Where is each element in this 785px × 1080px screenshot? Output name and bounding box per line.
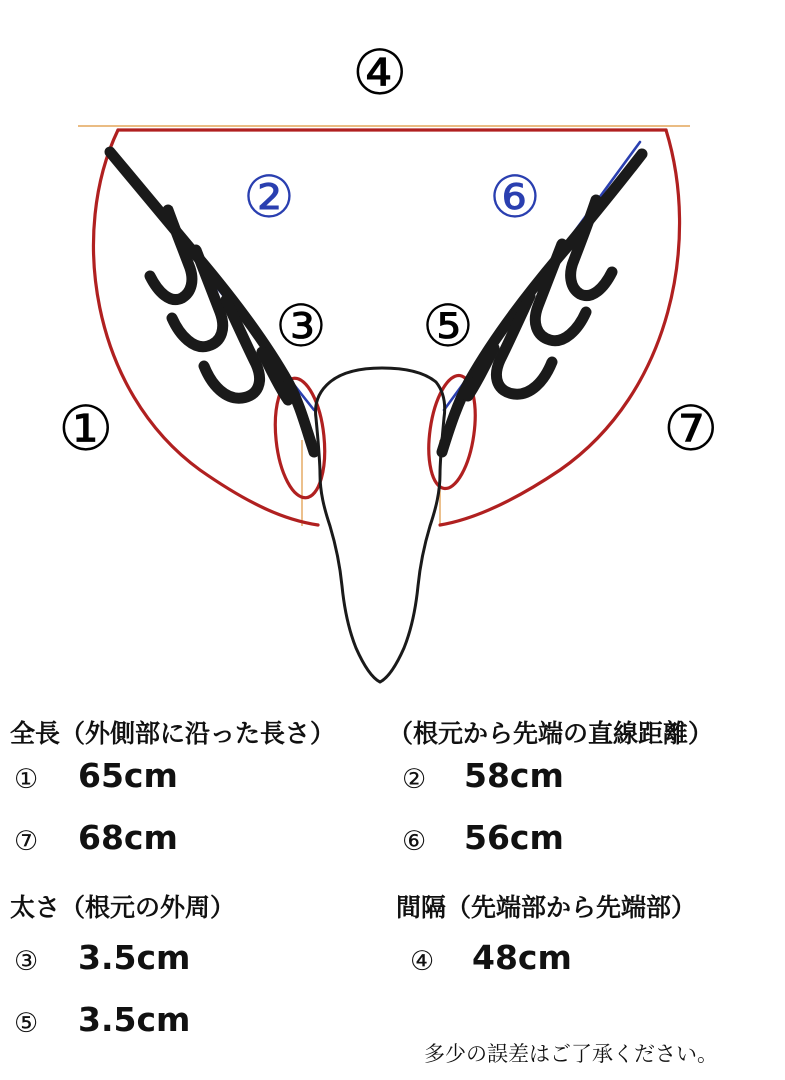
header-thickness: 太さ（根元の外周） bbox=[10, 893, 236, 922]
header-spacing: 間隔（先端部から先端部） bbox=[396, 893, 697, 922]
row-num-5: ⑤ bbox=[14, 1008, 39, 1039]
diagram-label-7: ⑦ bbox=[663, 392, 719, 465]
disclaimer-note: 多少の誤差はご了承ください。 bbox=[424, 1042, 718, 1066]
row-value-2: 58cm bbox=[464, 756, 564, 795]
header-total-length: 全長（外側部に沿った長さ） bbox=[10, 719, 336, 748]
diagram-label-6: ⑥ bbox=[489, 163, 541, 231]
row-num-1: ① bbox=[14, 764, 39, 795]
measurement-table bbox=[0, 698, 785, 1080]
row-value-3: 3.5cm bbox=[78, 938, 191, 977]
skull-outline bbox=[316, 368, 445, 682]
row-num-2: ② bbox=[402, 764, 427, 795]
header-straight-distance: （根元から先端の直線距離） bbox=[388, 719, 714, 748]
row-value-6: 56cm bbox=[464, 818, 564, 857]
row-num-7: ⑦ bbox=[14, 826, 39, 857]
diagram-label-4: ④ bbox=[352, 36, 408, 109]
diagram-label-3: ③ bbox=[275, 292, 327, 360]
row-value-1: 65cm bbox=[78, 756, 178, 795]
row-value-4: 48cm bbox=[472, 938, 572, 977]
diagram-label-1: ① bbox=[58, 392, 114, 465]
diagram-label-5: ⑤ bbox=[422, 292, 474, 360]
row-num-6: ⑥ bbox=[402, 826, 427, 857]
row-value-5: 3.5cm bbox=[78, 1000, 191, 1039]
diagram-label-2: ② bbox=[243, 163, 295, 231]
row-value-7: 68cm bbox=[78, 818, 178, 857]
row-num-4: ④ bbox=[410, 946, 435, 977]
row-num-3: ③ bbox=[14, 946, 39, 977]
